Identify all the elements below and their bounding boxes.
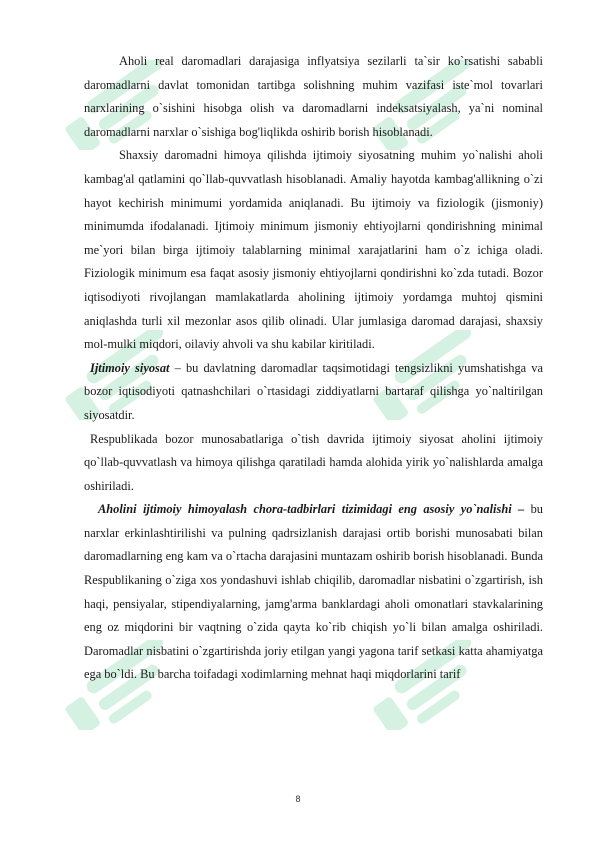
document-body bbox=[84, 50, 543, 687]
page-number: 8 bbox=[295, 794, 301, 804]
paragraph-poverty-support: Shaxsiy daromadni himoya qilishda ijtimoiy siyosatning muhim yo`nalishi aholi kambag'al qatlamini qo`llab-quvvatlash hisoblanadi. Amaliy hayotda kambag'allikning o`zi hayot kechirish minimumi yordamida aniqlanadi. Bu ijtimoiy va fiziologik (jismoniy) minimumda ifodalanadi. Ijtimoiy minimum jismoniy ehtiyojlarni qondirishning minimal me`yori bilan birga ijtimoiy talablarning minimal xarajatlarini ham o`z ichiga oladi. Fiziologik minimum esa faqat asosiy jismoniy ehtiyojlarni qondirishni ko`zda tutadi. Bozor iqtisodiyoti rivojlangan mamlakatlarda aholining ijtimoiy yordamga muhtoj qismini aniqlashda turli xil mezonlar asos qilib olinadi. Ular jumlasiga daromad darajasi, shaxsiy mol-mulki miqdori, oilaviy ahvoli va shu kabilar kiritiladi. bbox=[84, 148, 543, 352]
paragraph-republic-transition: Respublikada bozor munosabatlariga o`tish davrida ijtimoiy siyosat aholini ijtimoiy qo`llab-quvvatlash va himoya qilishga qaratiladi hamda alohida yirik yo`nalishlarda amalga oshiriladi. bbox=[84, 431, 543, 493]
social-protection-text: bu narxlar erkinlashtirilishi va pulning qadrsizlanish darajasi ortib borishi munosabati bilan daromadlarning eng kam va o`rtacha darajasini muntazam oshirib borish hisoblanadi. Bunda Respublikaning o`ziga xos yondashuvi ishlab chiqilib, daromadlar nisbatini o`zgartirish, ish haqi, pensiyalar, stipendiyalarning, jamg'arma banklardagi aholi omonatlari stavkalarining eng oz miqdorini bir vaqtning o`zida qayta ko`rib chiqish yo`li bilan amalga oshiriladi. Daromadlar nisbatini o`zgartirishda joriy etilgan yangi yagona tarif setkasi katta ahamiyatga ega bo`ldi. Bu barcha toifadagi xodimlarning mehnat haqi miqdorlarini tarif bbox=[84, 502, 544, 682]
social-protection-term: Aholini ijtimoiy himoyalash chora-tadbirlari tizimidagi eng asosiy yo`nalishi – bbox=[98, 502, 525, 517]
paragraph-social-policy-definition bbox=[84, 357, 543, 428]
social-policy-definition-text: – bu davlatning daromadlar taqsimotidagi tengsizlikni yumshatishga va bozor iqtisodiyoti qatnashchilari o`rtasidagi ziddiyatlarni bartaraf qilishga yo`naltirilgan siyosatdir. bbox=[84, 360, 543, 422]
social-policy-term: Ijtimoiy siyosat bbox=[90, 360, 170, 375]
paragraph-social-protection-direction bbox=[84, 498, 543, 687]
paragraph-inflation-indexation: Aholi real daromadlari darajasiga inflyatsiya sezilarli ta`sir ko`rsatishi sababli daromadlarni davlat tomonidan tartibga solishning muhim vazifasi iste`mol tovarlari narxlarining o`sishini hisobga olish va daromadlarni indeksatsiyalash, ya`ni nominal daromadlarni narxlar o`sishiga bog'liqlikda oshirib borish hisoblanadi. bbox=[84, 54, 543, 139]
